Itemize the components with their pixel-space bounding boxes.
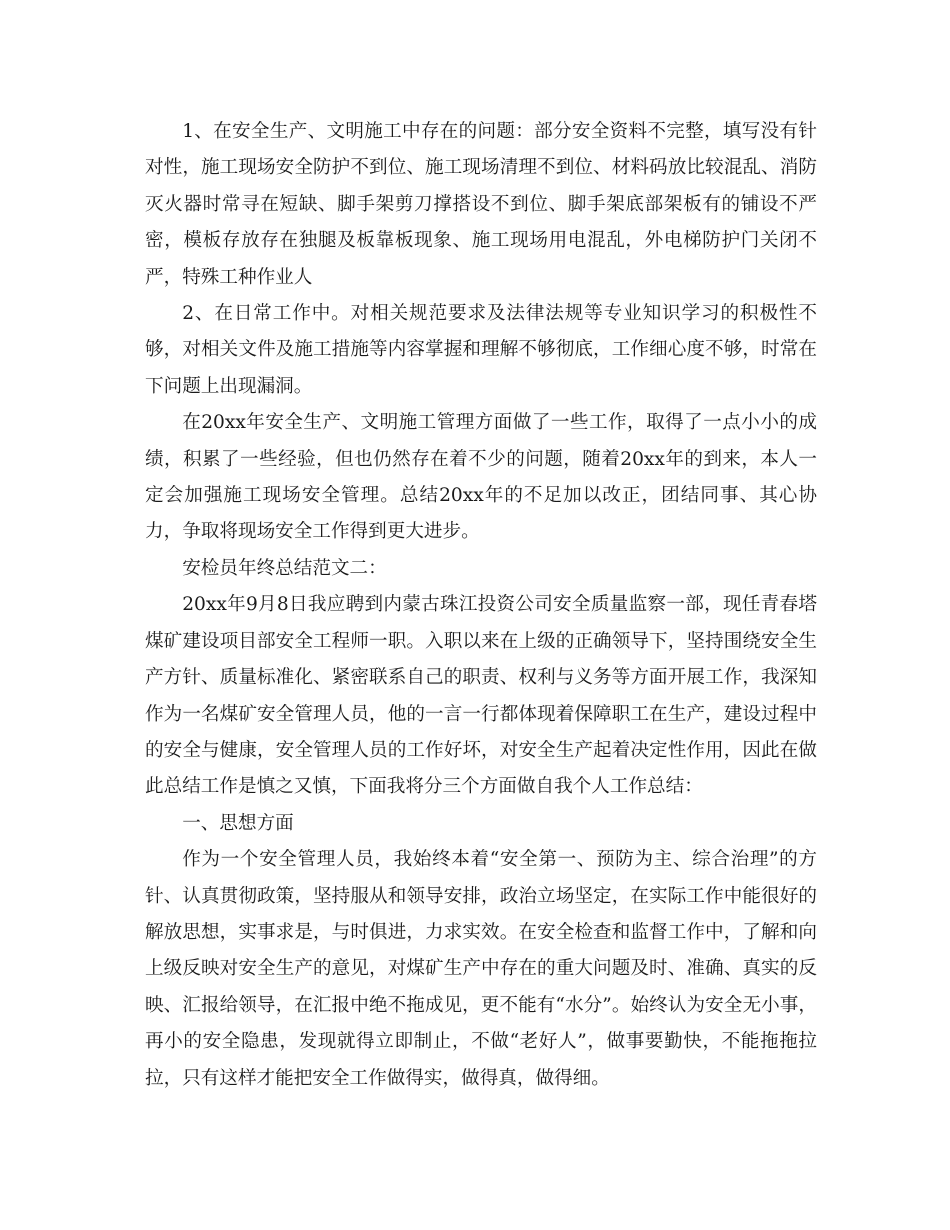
paragraph-year-summary: 在20xx年安全生产、文明施工管理方面做了一些工作，取得了一点小小的成绩，积累了一些经验，但也仍然存在着不少的问题，随着20xx年的到来，本人一定会加强施工现场安全管理。总结20xx年的不足加以改正，团结同事、其心协力，争取将现场安全工作得到更大进步。 xyxy=(145,412,817,543)
section-heading-sample-two: 安检员年终总结范文二： xyxy=(182,557,387,579)
paragraph-thought: 作为一个安全管理人员，我始终本着“安全第一、预防为主、综合治理”的方针、认真贯彻政策，坚持服从和领导安排，政治立场坚定，在实际工作中能很好的解放思想，实事求是，与时俱进，力求实效。在安全检查和监督工作中，了解和向上级反映对安全生产的意见，对煤矿生产中存在的重大问题及时、准确、真实的反映、汇报给领导，在汇报中绝不拖成见，更不能有“水分”。始终认为安全无小事，再小的安全隐患，发现就得立即制止，不做“老好人”，做事要勤快，不能拖拖拉拉，只有这样才能把安全工作做得实，做得真，做得细。 xyxy=(145,849,817,1089)
paragraph-introduction: 20xx年9月8日我应聘到内蒙古珠江投资公司安全质量监察一部，现任青春塔煤矿建设项目部安全工程师一职。入职以来在上级的正确领导下，坚持围绕安全生产方针、质量标准化、紧密联系自己的职责、权利与义务等方面开展工作，我深知作为一名煤矿安全管理人员，他的一言一行都体现着保障职工在生产，建设过程中的安全与健康，安全管理人员的工作好坏，对安全生产起着决定性作用，因此在做此总结工作是慎之又慎，下面我将分三个方面做自我个人工作总结： xyxy=(145,594,817,798)
paragraph-issues-daily-work: 2、在日常工作中。对相关规范要求及法律法规等专业知识学习的积极性不够，对相关文件及施工措施等内容掌握和理解不够彻底，工作细心度不够，时常在下问题上出现漏洞。 xyxy=(145,303,817,397)
paragraph-issues-safety: 1、在安全生产、文明施工中存在的问题：部分安全资料不完整，填写没有针对性，施工现场安全防护不到位、施工现场清理不到位、材料码放比较混乱、消防灭火器时常寻在短缺、脚手架剪刀撑搭设不到位、脚手架底部架板有的铺设不严密，模板存放存在独腿及板靠板现象、施工现场用电混乱，外电梯防护门关闭不严，特殊工种作业人 xyxy=(145,121,817,288)
section-heading-thought: 一、思想方面 xyxy=(182,812,294,834)
document-body xyxy=(145,114,817,1097)
